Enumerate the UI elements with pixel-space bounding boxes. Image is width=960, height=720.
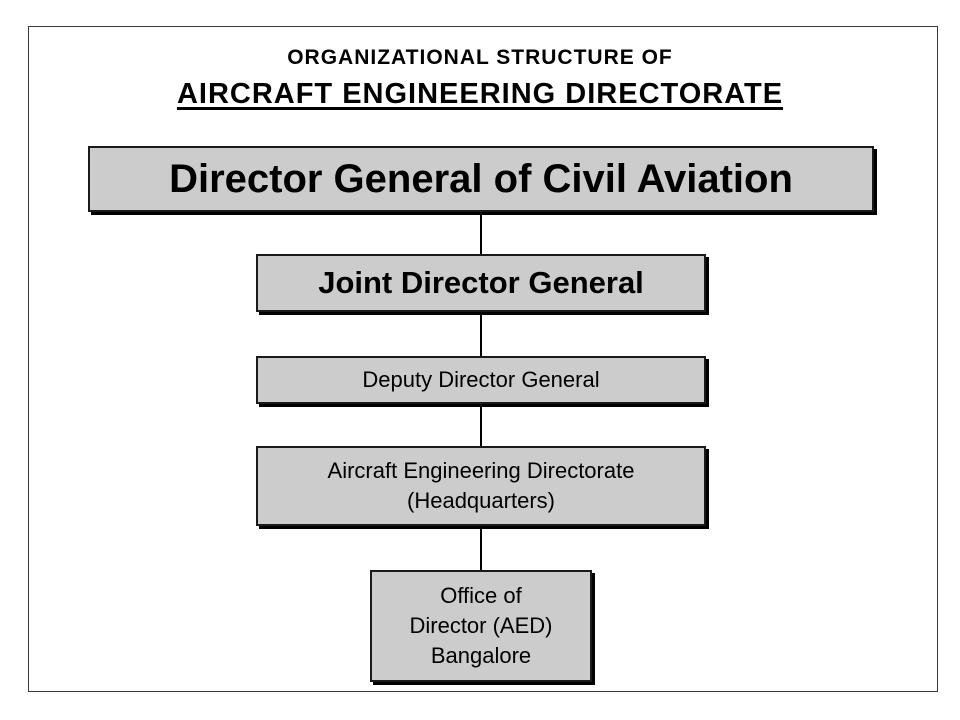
diagram-title-line2 xyxy=(0,78,960,111)
node-label-line: (Headquarters) xyxy=(407,488,555,513)
node-label: Director General of Civil Aviation xyxy=(169,156,793,201)
connector-line xyxy=(480,212,482,254)
diagram-title-underlined: AIRCRAFT ENGINEERING DIRECTORATE xyxy=(176,78,784,110)
diagram-title-line1: ORGANIZATIONAL STRUCTURE OF xyxy=(287,46,673,69)
node-label: Joint Director General xyxy=(318,265,644,300)
node-label: Deputy Director General xyxy=(362,367,600,392)
node-aed-headquarters xyxy=(256,446,706,526)
node-label-line: Bangalore xyxy=(430,643,532,668)
connector-line xyxy=(480,312,482,356)
connector-line xyxy=(480,526,482,570)
node-label-line: Director (AED) xyxy=(409,613,553,638)
connector-line xyxy=(480,404,482,446)
node-joint-director-general xyxy=(256,254,706,312)
node-office-director-aed-bangalore xyxy=(370,570,592,682)
node-deputy-director-general xyxy=(256,356,706,404)
node-director-general xyxy=(88,146,874,212)
node-label-line: Office of xyxy=(440,583,522,608)
node-label-line: Aircraft Engineering Directorate xyxy=(327,458,635,483)
